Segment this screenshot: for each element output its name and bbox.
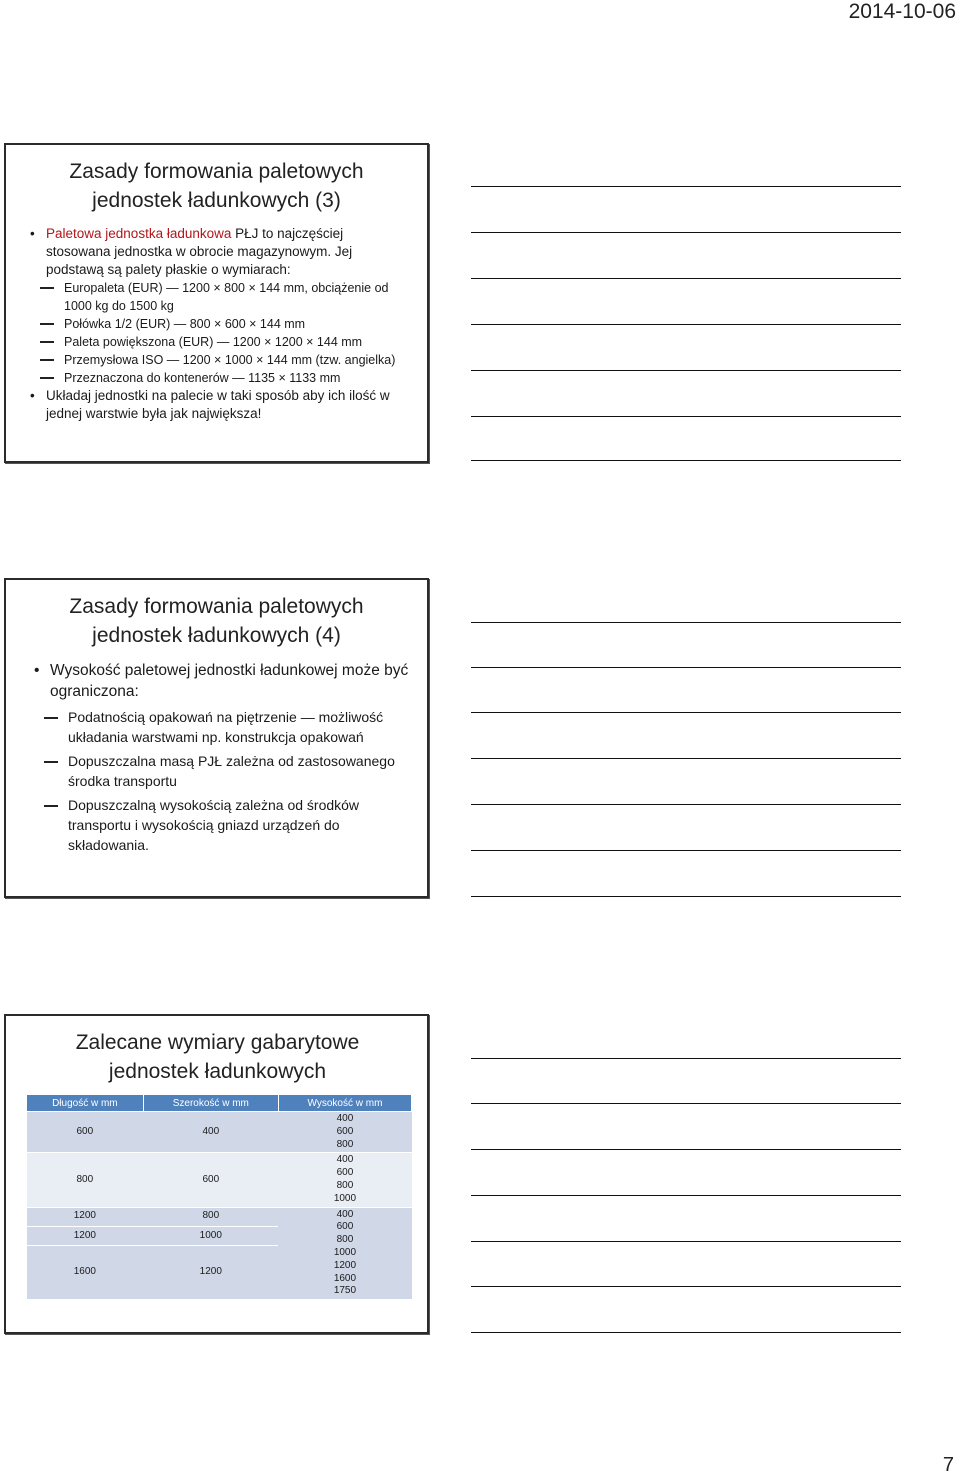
sub-item: Podatnością opakowań na piętrzenie — możliwość układania warstwami np. konstrukcja opakowań: [68, 707, 411, 747]
note-line: [471, 1149, 901, 1150]
slide-title: [22, 592, 411, 650]
title-line-2: jednostek ładunkowych (4): [92, 624, 341, 647]
slide-pallet-rules-4: [4, 578, 429, 898]
note-line: [471, 232, 901, 233]
cell-heights: [278, 1153, 411, 1207]
note-line: [471, 1332, 901, 1333]
height-value: 400: [336, 1208, 354, 1220]
title-line-1: Zasady formowania paletowych: [69, 595, 364, 618]
title-line-2: jednostek ładunkowych: [108, 1060, 327, 1083]
column-header-length: Długość w mm: [27, 1095, 144, 1112]
height-value: 1200: [333, 1259, 357, 1271]
cell-width: 800: [143, 1207, 278, 1226]
bullet-list: [46, 225, 411, 423]
column-header-height: Wysokość w mm: [278, 1095, 411, 1112]
cell-width: 1000: [143, 1226, 278, 1245]
height-value: 800: [336, 1234, 354, 1246]
sub-list: [46, 279, 411, 387]
sub-item: Dopuszczalną wysokością zależna od środków transportu i wysokością gniazd urządzeń do składowania.: [68, 795, 411, 855]
sub-item: Paleta powiększona (EUR) — 1200 × 1200 × 144 mm: [64, 333, 411, 351]
note-line: [471, 622, 901, 623]
sub-item: Przemysłowa ISO — 1200 × 1000 × 144 mm (tzw. angielka): [64, 351, 411, 369]
height-value: 600: [336, 1125, 354, 1137]
slide-title: [26, 1028, 409, 1086]
page-date: 2014-10-06: [848, 0, 956, 23]
height-value: 600: [336, 1167, 354, 1179]
note-line: [471, 278, 901, 279]
sub-item: Połówka 1/2 (EUR) — 800 × 600 × 144 mm: [64, 315, 411, 333]
height-value: 1000: [333, 1246, 357, 1258]
bullet-text: PŁJ to najczęściej stosowana jednostka w obrocie magazynowym. Jej podstawą są palety płaskie o wymiarach:: [46, 226, 353, 277]
note-line: [471, 758, 901, 759]
dimensions-table: [26, 1094, 412, 1300]
height-value: 400: [336, 1113, 354, 1124]
note-line: [471, 712, 901, 713]
height-value: 800: [336, 1138, 354, 1150]
cell-width: 400: [143, 1112, 278, 1153]
title-line-1: Zalecane wymiary gabarytowe: [75, 1031, 360, 1054]
cell-length: 1200: [27, 1207, 144, 1226]
height-value: 1750: [333, 1285, 357, 1297]
highlight-term: Paletowa jednostka ładunkowa: [46, 226, 232, 241]
note-line: [471, 1286, 901, 1287]
note-line: [471, 1195, 901, 1196]
sub-item: Europaleta (EUR) — 1200 × 800 × 144 mm, obciążenie od 1000 kg do 1500 kg: [64, 279, 411, 315]
table-row: [27, 1153, 412, 1207]
table-row: [27, 1112, 412, 1153]
table-header-row: [27, 1095, 412, 1112]
note-line: [471, 804, 901, 805]
cell-length: 1600: [27, 1246, 144, 1300]
note-line: [471, 850, 901, 851]
bullet-text: Wysokość paletowej jednostki ładunkowej może być ograniczona:: [50, 662, 409, 700]
cell-width: 600: [143, 1153, 278, 1207]
note-line: [471, 667, 901, 668]
note-line: [471, 896, 901, 897]
title-line-2: jednostek ładunkowych (3): [92, 189, 341, 212]
sub-item: Dopuszczalna masą PJŁ zależna od zastosowanego środka transportu: [68, 751, 411, 791]
note-line: [471, 186, 901, 187]
height-value: 1000: [333, 1192, 357, 1204]
column-header-width: Szerokość w mm: [143, 1095, 278, 1112]
table-row: [27, 1207, 412, 1226]
note-line: [471, 460, 901, 461]
note-line: [471, 324, 901, 325]
sub-item: Przeznaczona do kontenerów — 1135 × 1133 mm: [64, 369, 411, 387]
title-line-1: Zasady formowania paletowych: [69, 160, 364, 183]
cell-heights: [278, 1112, 411, 1153]
note-line: [471, 1103, 901, 1104]
slide-recommended-dimensions: [4, 1014, 429, 1334]
bullet-item: [50, 660, 411, 855]
note-line: [471, 416, 901, 417]
bullet-list: [50, 660, 411, 855]
page-number: 7: [942, 1454, 954, 1476]
sub-list: [50, 707, 411, 855]
note-line: [471, 1058, 901, 1059]
height-value: 800: [336, 1179, 354, 1191]
cell-heights: [278, 1207, 411, 1300]
cell-length: 600: [27, 1112, 144, 1153]
bullet-item: • Układaj jednostki na palecie w taki sposób aby ich ilość w jednej warstwie była jak największa!: [46, 387, 411, 423]
height-value: 600: [336, 1221, 354, 1233]
cell-length: 800: [27, 1153, 144, 1207]
slide-title: [22, 157, 411, 215]
height-value: 1600: [333, 1272, 357, 1284]
bullet-item: [46, 225, 411, 387]
cell-width: 1200: [143, 1246, 278, 1300]
note-line: [471, 370, 901, 371]
note-line: [471, 1241, 901, 1242]
cell-length: 1200: [27, 1226, 144, 1245]
height-value: 400: [336, 1154, 354, 1166]
slide-pallet-rules-3: [4, 143, 429, 463]
